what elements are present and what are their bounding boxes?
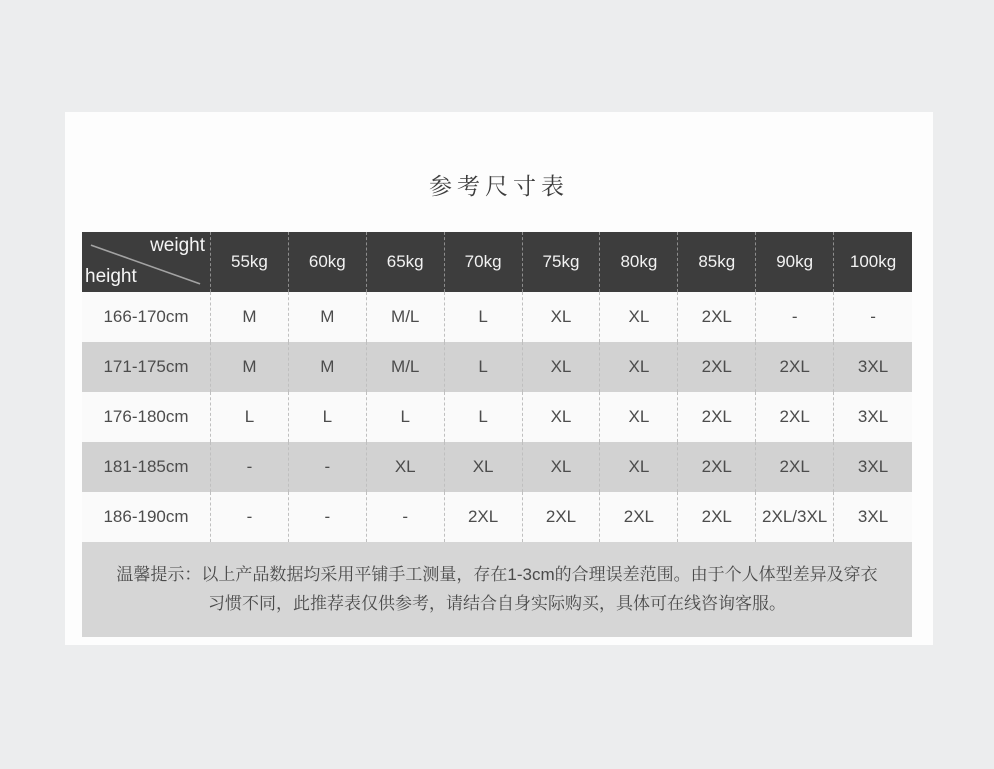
size-cell: - (367, 492, 445, 542)
size-cell: - (756, 292, 834, 342)
size-cell: - (289, 442, 367, 492)
size-cell: 2XL (756, 342, 834, 392)
weight-header-cell: 55kg (211, 232, 289, 292)
weight-header-cell: 100kg (849, 252, 897, 271)
size-cell: XL (523, 442, 601, 492)
height-label-cell: 176-180cm (82, 392, 211, 442)
weight-header-cell: 75kg (523, 232, 601, 292)
size-cell: XL (600, 292, 678, 342)
table-row (82, 442, 912, 492)
size-cell: M (211, 292, 289, 342)
size-cell: L (211, 392, 289, 442)
size-cell: XL (600, 442, 678, 492)
corner-cell (82, 232, 211, 292)
table-row (82, 342, 912, 392)
size-cell: 2XL (445, 492, 523, 542)
size-cell: - (211, 492, 289, 542)
size-cell: 2XL (678, 392, 756, 442)
note-line-1: 温馨提示：以上产品数据均采用平铺手工测量，存在1-3cm的合理误差范围。由于个人体型差异及穿衣 (116, 565, 878, 584)
weight-header-cell: 85kg (678, 232, 756, 292)
size-cell: 2XL (600, 492, 678, 542)
size-cell: XL (523, 292, 601, 342)
size-cell: 2XL/3XL (756, 492, 834, 542)
height-axis-label: height (85, 266, 137, 287)
size-cell: L (445, 342, 523, 392)
size-cell: - (211, 442, 289, 492)
size-chart-card (65, 112, 933, 645)
size-cell: M (211, 342, 289, 392)
size-cell: 2XL (678, 442, 756, 492)
size-cell: 2XL (678, 492, 756, 542)
size-cell: 3XL (857, 407, 889, 426)
size-cell: XL (367, 442, 445, 492)
size-cell: 2XL (678, 342, 756, 392)
size-cell: XL (600, 392, 678, 442)
size-cell: - (870, 307, 876, 326)
size-cell: XL (523, 342, 601, 392)
size-cell: M/L (367, 292, 445, 342)
size-cell: XL (523, 392, 601, 442)
size-cell: 3XL (857, 357, 889, 376)
weight-header-cell: 90kg (756, 232, 834, 292)
height-label-cell: 186-190cm (82, 492, 211, 542)
size-cell: L (445, 292, 523, 342)
table-body (82, 292, 912, 542)
chart-title: 参考尺寸表 (429, 173, 569, 199)
size-cell: 2XL (756, 442, 834, 492)
weight-header-cell: 65kg (367, 232, 445, 292)
size-cell: L (289, 392, 367, 442)
size-cell: L (367, 392, 445, 442)
size-cell: L (445, 392, 523, 442)
size-cell: M (289, 342, 367, 392)
size-cell: 3XL (857, 457, 889, 476)
size-cell: M/L (367, 342, 445, 392)
weight-header-cell: 80kg (600, 232, 678, 292)
size-cell: XL (600, 342, 678, 392)
table-header-row (82, 232, 912, 292)
table-row (82, 392, 912, 442)
size-cell: M (289, 292, 367, 342)
size-table (82, 232, 912, 637)
note-line-2: 习惯不同，此推荐表仅供参考，请结合自身实际购买，具体可在线咨询客服。 (208, 594, 786, 613)
weight-axis-label: weight (150, 235, 205, 256)
size-cell: - (289, 492, 367, 542)
height-label-cell: 181-185cm (82, 442, 211, 492)
size-cell: 2XL (756, 392, 834, 442)
size-cell: 3XL (857, 507, 889, 526)
height-label-cell: 166-170cm (82, 292, 211, 342)
size-cell: XL (445, 442, 523, 492)
weight-header-cell: 70kg (445, 232, 523, 292)
height-label-cell: 171-175cm (82, 342, 211, 392)
weight-header-cell: 60kg (289, 232, 367, 292)
size-cell: 2XL (678, 292, 756, 342)
size-cell: 2XL (523, 492, 601, 542)
note (82, 542, 912, 637)
table-row (82, 492, 912, 542)
table-row (82, 292, 912, 342)
